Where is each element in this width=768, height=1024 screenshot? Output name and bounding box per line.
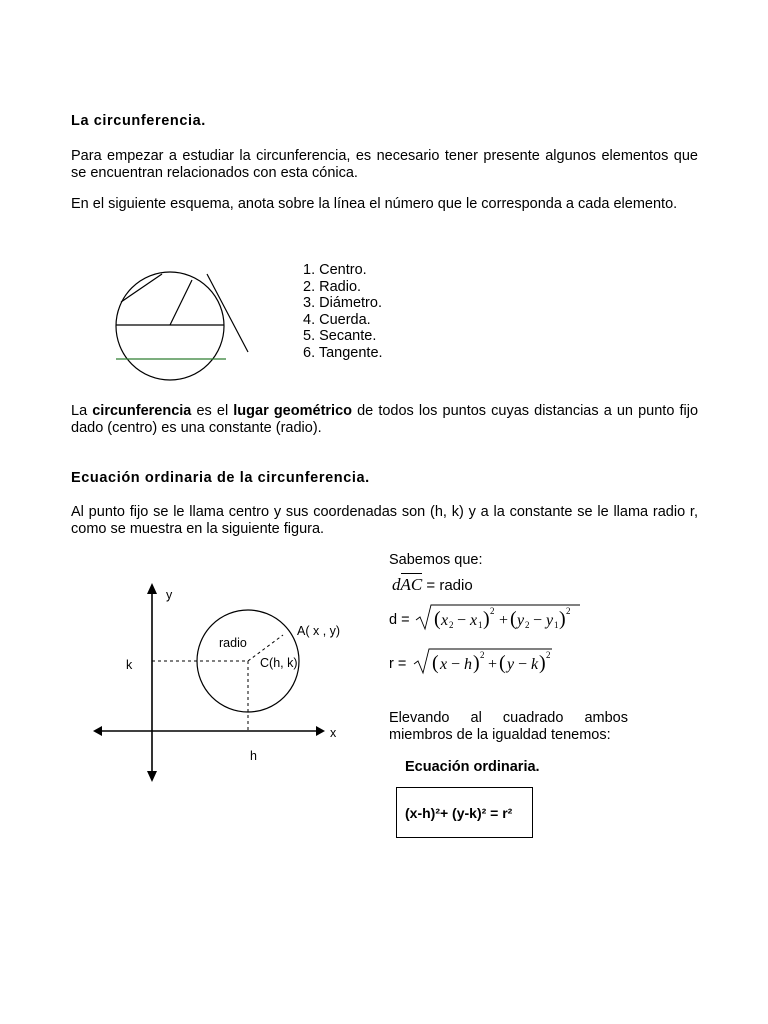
svg-text:y: y bbox=[517, 612, 525, 629]
list-item: 2. Radio. bbox=[303, 278, 362, 295]
definition-rest: de todos los puntos cuyas distancias a un punto fijo dado (centro) es una constante (radio). bbox=[71, 403, 699, 436]
definition-prefix: La bbox=[71, 403, 93, 419]
ordinary-equation-box bbox=[396, 787, 533, 838]
center-label: C(h, k) bbox=[260, 656, 298, 670]
svg-text:): ) bbox=[539, 652, 546, 674]
y-axis-arrow-down bbox=[147, 771, 157, 782]
svg-text:(: ( bbox=[499, 652, 506, 674]
list-item: 6. Tangente. bbox=[303, 344, 383, 361]
x-axis-arrow-left bbox=[93, 726, 102, 736]
ac-segment: AC bbox=[400, 575, 423, 594]
ordinary-equation-title: Ecuación ordinaria. bbox=[405, 759, 540, 775]
term-lugar-geometrico: lugar geométrico bbox=[233, 403, 352, 419]
h-label: h bbox=[250, 749, 257, 763]
r-equals-label: r = bbox=[389, 656, 407, 672]
term-circunferencia: circunferencia bbox=[92, 403, 192, 419]
svg-text:x: x bbox=[440, 656, 448, 673]
y-axis-label: y bbox=[166, 588, 173, 602]
svg-text:): ) bbox=[473, 652, 480, 674]
svg-text:(: ( bbox=[434, 608, 441, 630]
svg-text:−: − bbox=[533, 612, 543, 629]
known-label: Sabemos que: bbox=[389, 552, 483, 568]
definition-paragraph bbox=[71, 403, 698, 437]
d-symbol: d bbox=[392, 575, 401, 594]
svg-text:1: 1 bbox=[478, 620, 483, 630]
svg-text:−: − bbox=[518, 656, 528, 673]
svg-text:+: + bbox=[499, 612, 509, 629]
svg-text:x: x bbox=[441, 612, 449, 629]
section2-intro: Al punto fijo se le llama centro y sus coordenadas son (h, k) y a la constante se le llama radio r, como se muestra en la siguiente figura. bbox=[71, 504, 698, 537]
svg-text:−: − bbox=[451, 656, 461, 673]
ordinary-equation: (x-h)²+ (y-k)² = r² bbox=[405, 805, 513, 821]
svg-text:2: 2 bbox=[566, 606, 571, 616]
svg-text:2: 2 bbox=[449, 620, 454, 630]
svg-text:): ) bbox=[559, 608, 566, 630]
svg-text:2: 2 bbox=[490, 606, 495, 616]
squaring-paragraph: Elevando al cuadrado ambos miembros de la igualdad tenemos: bbox=[389, 710, 628, 743]
svg-text:y: y bbox=[507, 656, 515, 673]
svg-text:k: k bbox=[531, 656, 539, 673]
tangent-line bbox=[207, 274, 248, 352]
svg-text:y: y bbox=[546, 612, 554, 629]
y-axis-arrow-up bbox=[147, 583, 157, 594]
section-title-circunferencia: La circunferencia. bbox=[71, 113, 206, 129]
equals-radio: = radio bbox=[422, 577, 473, 594]
radio-label: radio bbox=[219, 636, 247, 650]
distance-formula bbox=[414, 600, 584, 632]
svg-text:+: + bbox=[488, 656, 498, 673]
point-a-label: A( x , y) bbox=[297, 624, 341, 638]
svg-text:1: 1 bbox=[554, 620, 559, 630]
coordinate-diagram bbox=[90, 575, 360, 790]
x-axis-label: x bbox=[330, 726, 337, 740]
svg-text:2: 2 bbox=[480, 650, 485, 660]
d-equals-label: d = bbox=[389, 612, 410, 628]
k-label: k bbox=[126, 658, 133, 672]
intro-paragraph: Para empezar a estudiar la circunferencia, es necesario tener presente algunos elementos que se encuentran relacionados con esta cónica. bbox=[71, 148, 698, 181]
svg-text:2: 2 bbox=[525, 620, 530, 630]
list-item: 4. Cuerda. bbox=[303, 311, 371, 328]
list-item: 1. Centro. bbox=[303, 262, 367, 278]
radius-formula bbox=[412, 644, 557, 676]
svg-text:(: ( bbox=[510, 608, 517, 630]
circle-elements-diagram bbox=[100, 262, 260, 387]
elements-list bbox=[303, 262, 383, 361]
x-axis-arrow-right bbox=[316, 726, 325, 736]
svg-text:x: x bbox=[470, 612, 478, 629]
instruction-paragraph: En el siguiente esquema, anota sobre la línea el número que le corresponda a cada elemento. bbox=[71, 196, 678, 212]
list-item: 5. Secante. bbox=[303, 328, 377, 344]
svg-text:): ) bbox=[483, 608, 490, 630]
svg-text:2: 2 bbox=[546, 650, 551, 660]
definition-middle: es el bbox=[191, 403, 234, 419]
chord-line bbox=[121, 274, 162, 302]
section-title-ecuacion: Ecuación ordinaria de la circunferencia. bbox=[71, 470, 370, 486]
circle-outline bbox=[116, 272, 224, 380]
radius-line bbox=[170, 280, 192, 325]
svg-text:−: − bbox=[457, 612, 467, 629]
distance-definition bbox=[392, 576, 473, 594]
list-item: 3. Diámetro. bbox=[303, 295, 382, 311]
svg-text:h: h bbox=[464, 656, 472, 673]
svg-text:(: ( bbox=[432, 652, 439, 674]
